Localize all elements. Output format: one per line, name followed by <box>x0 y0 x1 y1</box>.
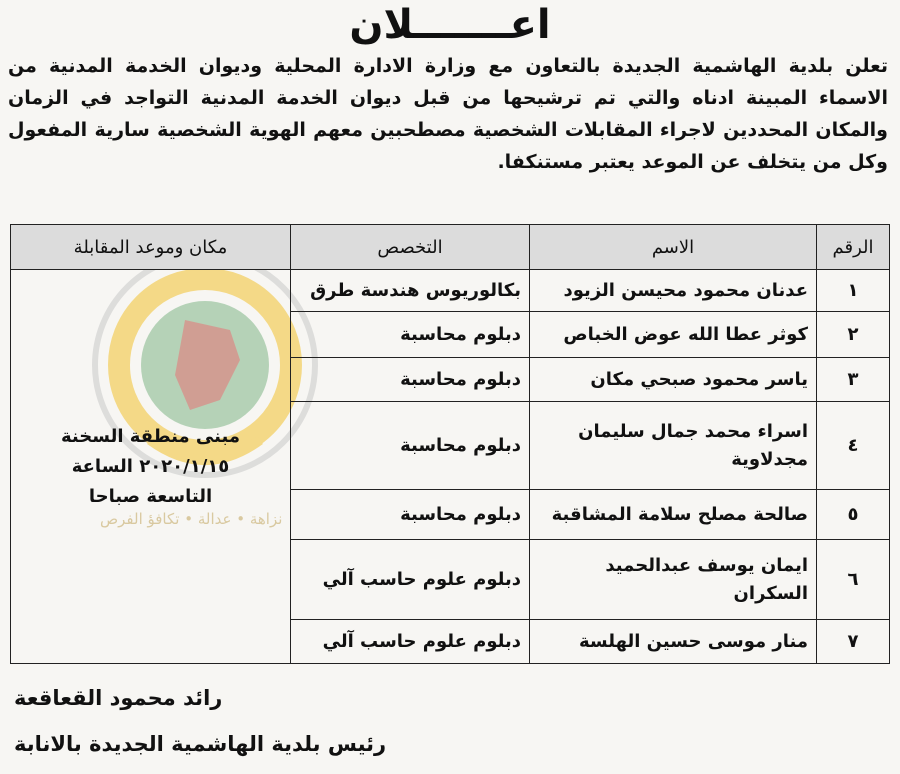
place-line-3: التاسعة صباحا <box>88 485 213 507</box>
row-num: ٦ <box>817 540 890 620</box>
row-num: ٧ <box>817 620 890 664</box>
header-spec: التخصص <box>291 225 530 270</box>
seal-caption: نزاهة • عدالة • تكافؤ الفرص <box>100 510 283 528</box>
intro-paragraph <box>8 50 888 178</box>
row-spec: بكالوريوس هندسة طرق <box>291 270 530 312</box>
place-line-2: ٢٠٢٠/١/١٥ الساعة <box>71 455 230 477</box>
header-name: الاسم <box>530 225 817 270</box>
row-name: اسراء محمد جمال سليمان مجدلاوية <box>530 402 817 490</box>
row-name: منار موسى حسين الهلسة <box>530 620 817 664</box>
row-spec: دبلوم علوم حاسب آلي <box>291 620 530 664</box>
row-num: ٢ <box>817 312 890 358</box>
row-name: كوثر عطا الله عوض الخباص <box>530 312 817 358</box>
interview-place-cell <box>11 270 291 664</box>
row-spec: دبلوم محاسبة <box>291 490 530 540</box>
row-spec: دبلوم علوم حاسب آلي <box>291 540 530 620</box>
place-line-1: مبنى منطقة السخنة <box>61 425 240 447</box>
row-spec: دبلوم محاسبة <box>291 312 530 358</box>
header-place: مكان وموعد المقابلة <box>11 225 291 270</box>
row-num: ٣ <box>817 358 890 402</box>
table-header-row <box>11 225 890 270</box>
row-name: صالحة مصلح سلامة المشاقبة <box>530 490 817 540</box>
row-num: ١ <box>817 270 890 312</box>
signatory-name: رائد محمود القعاقعة <box>14 686 223 710</box>
row-name: ياسر محمود صبحي مكان <box>530 358 817 402</box>
header-num: الرقم <box>817 225 890 270</box>
row-spec: دبلوم محاسبة <box>291 358 530 402</box>
row-name: عدنان محمود محيسن الزيود <box>530 270 817 312</box>
table-row <box>11 270 890 312</box>
row-name: ايمان يوسف عبدالحميد السكران <box>530 540 817 620</box>
signatory-position: رئيس بلدية الهاشمية الجديدة بالانابة <box>14 732 387 756</box>
row-num: ٥ <box>817 490 890 540</box>
intro-text: تعلن بلدية الهاشمية الجديدة بالتعاون مع وزارة الادارة المحلية وديوان الخدمة المدنية من الاسماء المبينة ادناه والتي تم ترشيحها من قبل ديوان الخدمة المدنية التواجد في الزمان والمكان المحددين لاجراء المقابلات الشخصية مصطحبين معهم الهوية الشخصية سارية المفعول وكل من يتخلف عن الموعد يعتبر مستنكفا. <box>8 55 888 173</box>
candidates-table <box>10 224 890 664</box>
row-num: ٤ <box>817 402 890 490</box>
row-spec: دبلوم محاسبة <box>291 402 530 490</box>
announcement-title: اعـــــــلان <box>349 2 551 48</box>
